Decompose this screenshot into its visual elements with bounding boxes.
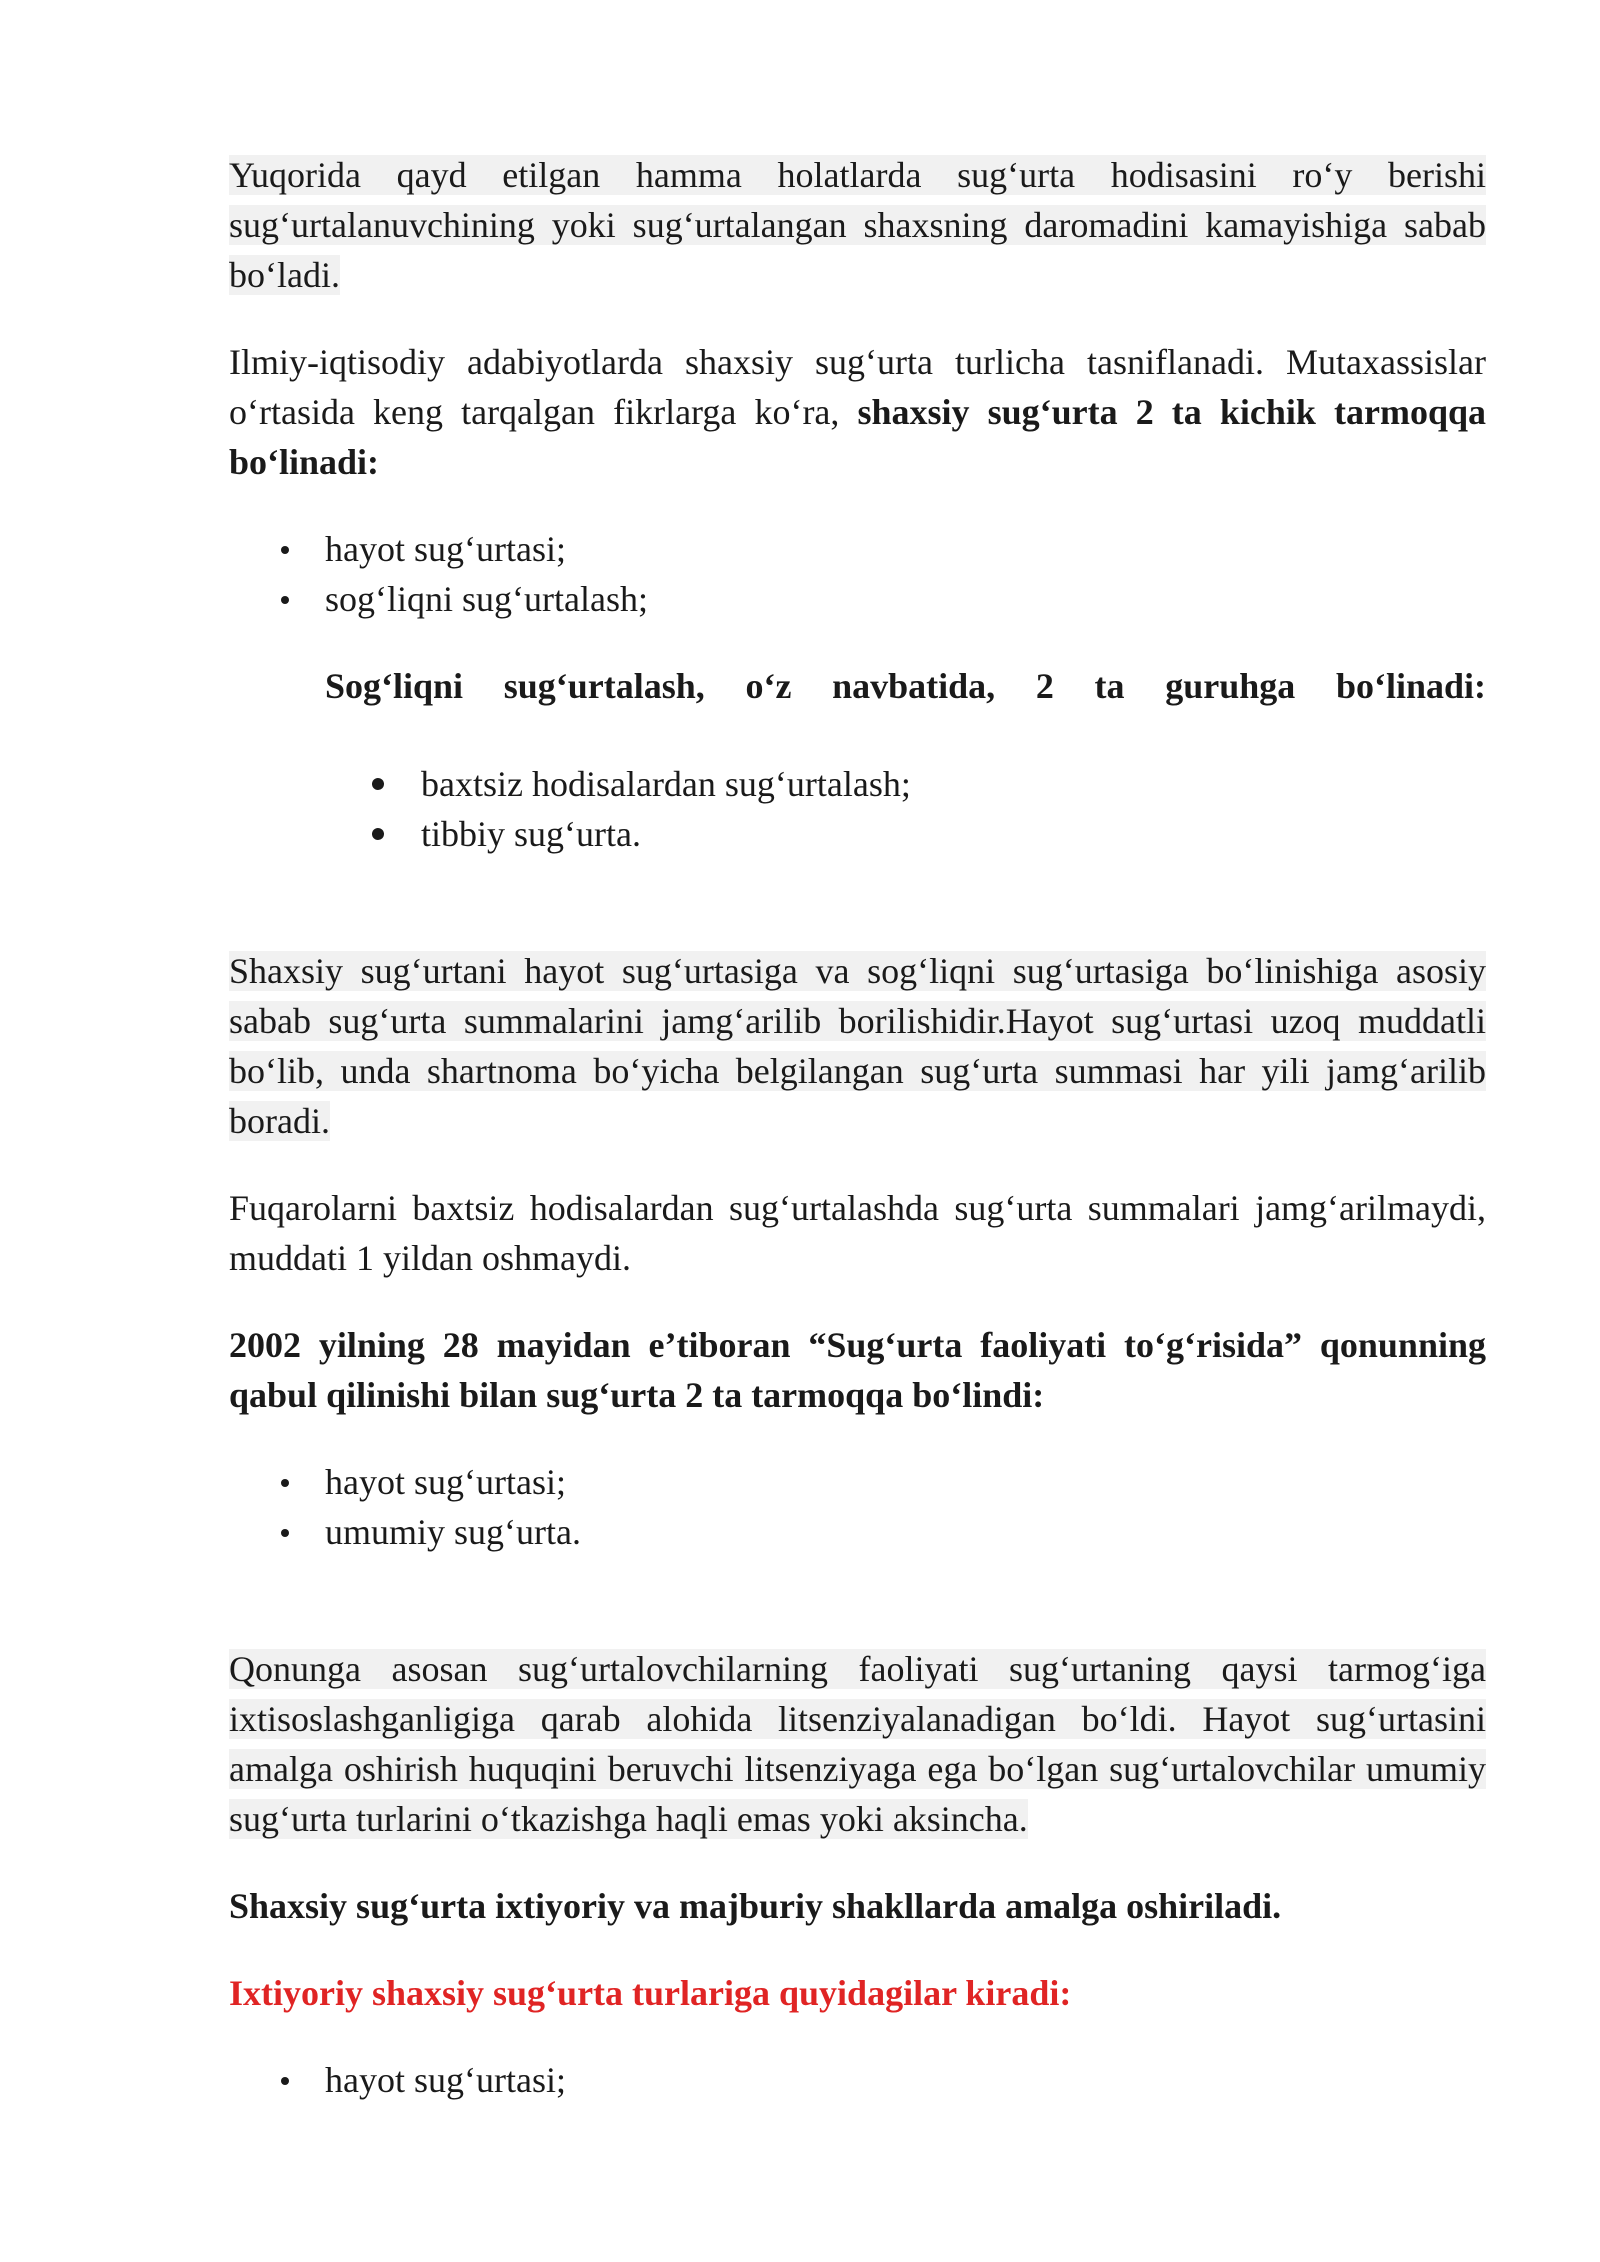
paragraph-1 — [229, 150, 1486, 300]
paragraph-5-text: 2002 yilning 28 mayidan e’tiboran “Sug‘urta faoliyati to‘g‘risida” qonunning qabul qilinishi bilan sug‘urta 2 ta tarmoqqa bo‘lindi: — [229, 1325, 1486, 1415]
paragraph-2 — [229, 337, 1486, 487]
document-page — [229, 150, 1486, 2105]
paragraph-3 — [229, 946, 1486, 1146]
list-item: hayot sug‘urtasi; — [229, 2055, 1486, 2105]
health-insurance-subheading: Sog‘liqni sug‘urtalash, o‘z navbatida, 2 ta guruhga bo‘linadi: — [325, 666, 1486, 706]
paragraph-5 — [229, 1320, 1486, 1420]
paragraph-2-text: Ilmiy-iqtisodiy adabiyotlarda shaxsiy sug‘urta turlicha tasniflanadi. Mutaxassislar o‘rtasida keng tarqalgan fikrlarga ko‘ra, — [229, 342, 1486, 432]
list-health-insurance-groups — [229, 759, 1486, 859]
list-personal-insurance-types — [229, 524, 1486, 624]
list-voluntary-insurance-types — [229, 2055, 1486, 2105]
list-item: sog‘liqni sug‘urtalash; — [229, 574, 1486, 624]
list-item: hayot sug‘urtasi; — [229, 524, 1486, 574]
paragraph-6-text: Qonunga asosan sug‘urtalovchilarning faoliyati sug‘urtaning qaysi tarmog‘iga ixtisoslashganligiga qarab alohida litsenziyalanadigan bo‘ldi. Hayot sug‘urtasini amalga oshirish huquqini beruvchi litsenziyaga ega bo‘lgan sug‘urtalovchilar umumiy sug‘urta turlarini o‘tkazishga haqli emas yoki aksincha. — [229, 1649, 1486, 1839]
list-item: hayot sug‘urtasi; — [229, 1457, 1486, 1507]
paragraph-6 — [229, 1644, 1486, 1844]
paragraph-7 — [229, 1881, 1486, 1931]
list-item: tibbiy sug‘urta. — [229, 809, 1486, 859]
voluntary-insurance-heading-text: Ixtiyoriy shaxsiy sug‘urta turlariga quyidagilar kiradi: — [229, 1973, 1072, 2013]
list-item: umumiy sug‘urta. — [229, 1507, 1486, 1557]
paragraph-4 — [229, 1183, 1486, 1283]
list-item: baxtsiz hodisalardan sug‘urtalash; — [229, 759, 1486, 809]
paragraph-4-text: Fuqarolarni baxtsiz hodisalardan sug‘urtalashda sug‘urta summalari jamg‘arilmaydi, muddati 1 yildan oshmaydi. — [229, 1188, 1486, 1278]
paragraph-3-text: Shaxsiy sug‘urtani hayot sug‘urtasiga va sog‘liqni sug‘urtasiga bo‘linishiga asosiy sabab sug‘urta summalarini jamg‘arilib borilishidir.Hayot sug‘urtasi uzoq muddatli bo‘lib, unda shartnoma bo‘yicha belgilangan sug‘urta summasi har yili jamg‘arilib boradi. — [229, 951, 1486, 1141]
voluntary-insurance-heading — [229, 1968, 1486, 2018]
paragraph-7-text: Shaxsiy sug‘urta ixtiyoriy va majburiy shakllarda amalga oshiriladi. — [229, 1886, 1282, 1926]
list-insurance-branches — [229, 1457, 1486, 1557]
paragraph-2-bold-text: shaxsiy sug‘urta 2 ta kichik tarmoqqa bo‘linadi: — [229, 392, 1486, 482]
paragraph-1-text: Yuqorida qayd etilgan hamma holatlarda sug‘urta hodisasini ro‘y berishi sug‘urtalanuvchining yoki sug‘urtalangan shaxsning daromadini kamayishiga sabab bo‘ladi. — [229, 155, 1486, 295]
